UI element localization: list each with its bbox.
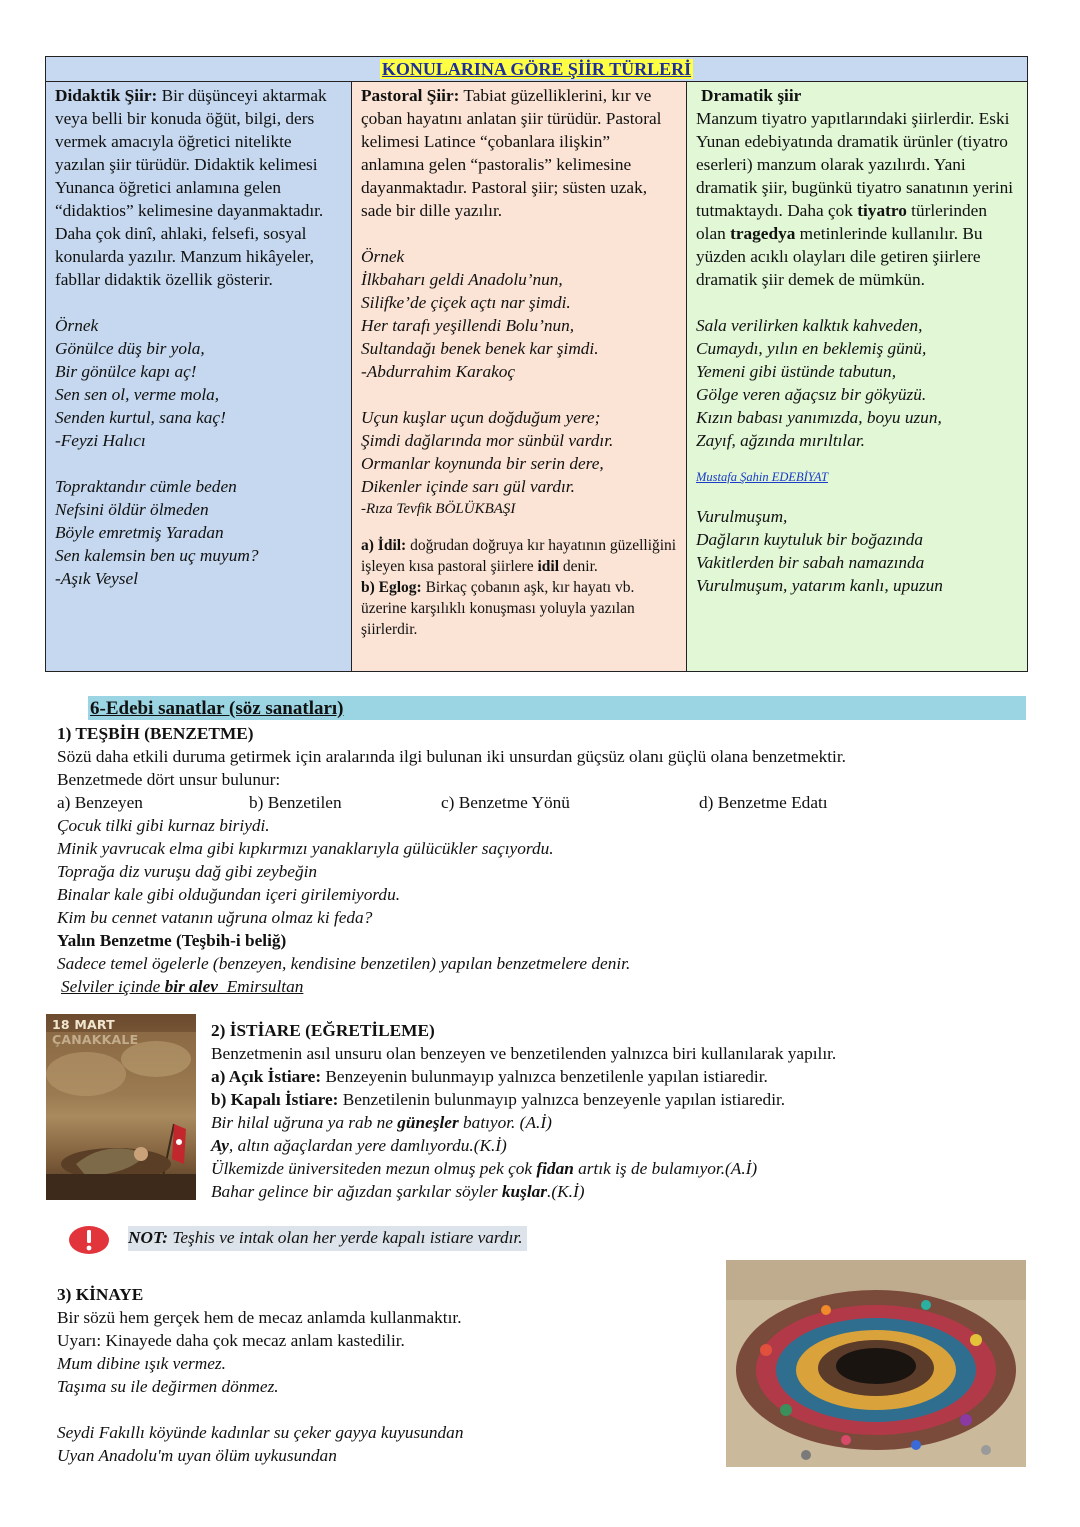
tesbih-element: a) Benzeyen [57, 793, 143, 812]
pastoral-poem-line: İlkbaharı geldi Anadolu’nun, [361, 270, 563, 289]
pastoral-poem-line: Uçun kuşlar uçun doğduğum yere; [361, 408, 601, 427]
ex-text: Bir hilal uğruna ya rab ne [211, 1113, 398, 1132]
table-title [46, 57, 1027, 82]
tesbih-elements-row [57, 791, 1037, 814]
tesbih-example: Toprağa diz vuruşu dağ gibi zeybeğin [57, 862, 318, 881]
well-crowd-photo [726, 1260, 1026, 1467]
kinaye-title: 3) KİNAYE [57, 1285, 144, 1304]
ex-text: , altın ağaçlardan yere damlıyordu.(K.İ) [228, 1136, 507, 1155]
didaktik-poem-author: -Aşık Veysel [55, 569, 139, 588]
kapali-istiare-label: b) Kapalı İstiare: [211, 1090, 339, 1109]
table-title-text: KONULARINA GÖRE ŞİİR TÜRLERİ [381, 59, 692, 79]
tesbih-title: 1) TEŞBİH (BENZETME) [57, 724, 254, 743]
didaktik-desc-text: Bir düşünceyi aktarmak veya belli bir konuda öğüt, bilgi, ders vermek amacıyla öğretici nitelikte yazılan şiir türüdür. Didaktik kelimesi Yunanca öğretici anlamına gelen “didaktios” kelimesine dayanmaktadır. Daha çok dinî, ahlaki, felsefi, sosyal konularda yazılır. Manzum hikâyeler, fabllar didaktik özellik gösterir. [55, 86, 327, 289]
kapali-istiare [211, 1088, 1011, 1111]
idil-label: a) İdil: [361, 537, 407, 554]
pastoral-poem-line: Her tarafı yeşillendi Bolu’nun, [361, 316, 575, 335]
pastoral-desc-text: Tabiat güzelliklerini, kır ve çoban hayatını anlatan şiir türüdür. Pastoral kelimesi Latince “çobanlara ilişkin” anlamına gelen “pastoralis” kelimesine dayanmaktadır. Pastoral şiir; süsten uzak, sade bir dille yazılır. [361, 86, 662, 220]
ex-text: .(K.İ) [547, 1182, 585, 1201]
kinaye-poem-line: Seydi Fakıllı köyünde kadınlar su çeker gayya kuyusundan [57, 1423, 464, 1442]
eglog-label: b) Eglog: [361, 579, 422, 596]
dramatik-poem-line: Kızın babası yanımızda, boyu uzun, [696, 408, 942, 427]
soldier-illustration-icon [46, 1014, 196, 1200]
dramatik-bold-tiyatro: tiyatro [857, 201, 907, 220]
yalin-ex-pre: Selviler içinde [61, 977, 165, 996]
canakkale-image [46, 1014, 196, 1200]
acik-istiare-label: a) Açık İstiare: [211, 1067, 322, 1086]
dramatik-column [687, 82, 1027, 671]
alert-icon [68, 1225, 110, 1255]
poetry-genres-table [45, 56, 1028, 672]
didaktik-poem-line: Gönülce düş bir yola, [55, 339, 205, 358]
kapali-istiare-text: Benzetilenin bulunmayıp yalnızca benzeyenle yapılan istiaredir. [338, 1090, 786, 1109]
kinaye-poem-line: Uyan Anadolu'm uyan ölüm uykusundan [57, 1446, 337, 1465]
pastoral-poem-author: -Abdurrahim Karakoç [361, 362, 516, 381]
dramatik-poem-line: Yemeni gibi üstünde tabutun, [696, 362, 897, 381]
dramatik-poem-line: Gölge veren ağaçsız bir gökyüzü. [696, 385, 927, 404]
tesbih-example: Binalar kale gibi olduğundan içeri girilemiyordu. [57, 885, 401, 904]
tesbih-element: b) Benzetilen [249, 793, 342, 812]
dramatik-poem-line: Zayıf, ağzında mırıltılar. [696, 431, 865, 450]
kinaye-example: Taşıma su ile değirmen dönmez. [57, 1377, 279, 1396]
istiare-example [211, 1180, 1011, 1203]
note-box [128, 1226, 527, 1251]
dramatik-poem-line: Vurulmuşum, yatarım kanlı, upuzun [696, 576, 943, 595]
yalin-ex-bold: bir alev [164, 977, 218, 996]
pastoral-poem-line: Dikenler içinde sarı gül vardır. [361, 477, 575, 496]
tesbih-example: Çocuk tilki gibi kurnaz biriydi. [57, 816, 270, 835]
ex-bold: fidan [536, 1159, 574, 1178]
dramatik-heading: Dramatik şiir [701, 86, 802, 105]
dramatik-bold-tragedya: tragedya [730, 224, 796, 243]
didaktik-poem-author: -Feyzi Halıcı [55, 431, 146, 450]
tesbih-unsur: Benzetmede dört unsur bulunur: [57, 770, 281, 789]
tesbih-desc: Sözü daha etkili duruma getirmek için aralarında ilgi bulunan iki unsurdan güçsüz olanı güçlü olana benzetmektir. [57, 747, 846, 766]
dramatik-desc-1: Manzum tiyatro yapıtlarındaki şiirlerdir. Eski Yunan edebiyatında dramatik ürünler (tiyatro eserleri) manzum olarak yazılırdı. Yani dramatik şiir, bugünkü tiyatro sanatının yerini tutmaktaydı. Daha çok [696, 109, 1014, 220]
didaktik-column [46, 82, 352, 671]
kinaye-warning: Uyarı: Kinayede daha çok mecaz anlam kastedilir. [57, 1331, 405, 1350]
tesbih-element: c) Benzetme Yönü [441, 793, 570, 812]
istiare-desc: Benzetmenin asıl unsuru olan benzeyen ve benzetilenden yalnızca biri kullanılarak yapılır. [211, 1044, 837, 1063]
pastoral-poem-author: -Rıza Tevfik BÖLÜKBAŞI [361, 501, 516, 517]
didaktik-heading: Didaktik Şiir: [55, 86, 158, 105]
istiare-block [211, 1019, 1011, 1203]
dramatik-poem-line: Sala verilirken kalktık kahveden, [696, 316, 923, 335]
eglog-definition [361, 577, 677, 640]
ex-bold: güneşler [397, 1113, 459, 1132]
dramatik-desc-2: türlerinden olan [696, 201, 987, 243]
didaktik-poem-line: Topraktandır cümle beden [55, 477, 237, 496]
kinaye-example: Mum dibine ışık vermez. [57, 1354, 226, 1373]
ex-text: batıyor. (A.İ) [458, 1113, 552, 1132]
tesbih-example: Kim bu cennet vatanın uğruna olmaz ki feda? [57, 908, 373, 927]
pastoral-poem-line: Sultandağı benek benek kar şimdi. [361, 339, 599, 358]
eglog-text: Birkaç çobanın aşk, kır hayatı vb. üzerine karşılıklı konuşması yoluyla yazılan şiirlerdir. [361, 579, 635, 638]
didaktik-ornek: Örnek [55, 316, 99, 335]
didaktik-poem-line: Bir gönülce kapı aç! [55, 362, 197, 381]
idil-bold: idil [537, 558, 560, 575]
ex-bold: Ay [211, 1136, 229, 1155]
section-title: 6-Edebi sanatlar (söz sanatları) [90, 698, 344, 719]
tesbih-example: Minik yavrucak elma gibi kıpkırmızı yanaklarıyla gülücükler saçıyordu. [57, 839, 554, 858]
yalin-ex-post: Emirsultan [217, 977, 304, 996]
ex-text: artık iş de bulamıyor.(A.İ) [573, 1159, 758, 1178]
ex-text: Bahar gelince bir ağızdan şarkılar söyler [211, 1182, 502, 1201]
dramatik-desc [696, 107, 1018, 291]
yalin-benzetme-title: Yalın Benzetme (Teşbih-i beliğ) [57, 931, 287, 950]
istiare-example [211, 1157, 1011, 1180]
istiare-example [211, 1111, 1011, 1134]
pastoral-poem-line: Şimdi dağlarında mor sünbül vardır. [361, 431, 614, 450]
yalin-benzetme-desc: Sadece temel ögelerle (benzeyen, kendisine benzetilen) yapılan benzetmelere denir. [57, 954, 631, 973]
pastoral-poem-line: Silifke’de çiçek açtı nar şimdi. [361, 293, 571, 312]
dramatik-poem-line: Cumaydı, yılın en beklemiş günü, [696, 339, 927, 358]
tesbih-block [57, 722, 1037, 998]
note-label: NOT: [128, 1228, 168, 1247]
idil-definition [361, 535, 677, 577]
kinaye-block [57, 1283, 717, 1467]
crowd-well-illustration-icon [726, 1260, 1026, 1467]
didaktik-poem-line: Senden kurtul, sana kaç! [55, 408, 226, 427]
didaktik-poem-line: Sen kalemsin ben uç muyum? [55, 546, 259, 565]
dramatik-poem-line: Vakitlerden bir sabah namazında [696, 553, 925, 572]
dramatik-poem-line: Vurulmuşum, [696, 507, 788, 526]
dramatik-poem-line: Dağların kuytuluk bir boğazında [696, 530, 924, 549]
idil-text: doğrudan doğruya kır hayatının güzelliğini işleyen kısa pastoral şiirlere [361, 537, 677, 575]
pastoral-desc [361, 84, 677, 222]
acik-istiare-text: Benzeyenin bulunmayıp yalnızca benzetilenle yapılan istiaredir. [321, 1067, 768, 1086]
dramatik-desc-3: metinlerinde kullanılır. Bu yüzden acıklı olayları dile getiren şiirlere dramatik şiir demek de mümkün. [696, 224, 983, 289]
yalin-benzetme-example [57, 975, 1037, 998]
idil-text-end: denir. [559, 558, 598, 575]
acik-istiare [211, 1065, 1011, 1088]
note-text: Teşhis ve intak olan her yerde kapalı istiare vardır. [168, 1228, 523, 1247]
canakkale-caption: 18 MART [52, 1017, 115, 1032]
ex-text: Ülkemizde üniversiteden mezun olmuş pek çok [211, 1159, 537, 1178]
didaktik-poem-line: Sen sen ol, verme mola, [55, 385, 220, 404]
didaktik-poem-line: Böyle emretmiş Yaradan [55, 523, 224, 542]
ex-bold: kuşlar [501, 1182, 548, 1201]
kinaye-desc: Bir sözü hem gerçek hem de mecaz anlamda kullanmaktır. [57, 1308, 462, 1327]
pastoral-ornek: Örnek [361, 247, 405, 266]
didaktik-poem-line: Nefsini öldür ölmeden [55, 500, 209, 519]
pastoral-poem-line: Ormanlar koynunda bir serin dere, [361, 454, 604, 473]
istiare-title: 2) İSTİARE (EĞRETİLEME) [211, 1021, 435, 1040]
pastoral-heading: Pastoral Şiir: [361, 86, 460, 105]
tesbih-element: d) Benzetme Edatı [699, 793, 828, 812]
pastoral-column [352, 82, 687, 671]
mustafa-sahin-link[interactable]: Mustafa Şahin EDEBİYAT [696, 470, 828, 484]
didaktik-desc [55, 84, 342, 291]
istiare-example [211, 1134, 1011, 1157]
